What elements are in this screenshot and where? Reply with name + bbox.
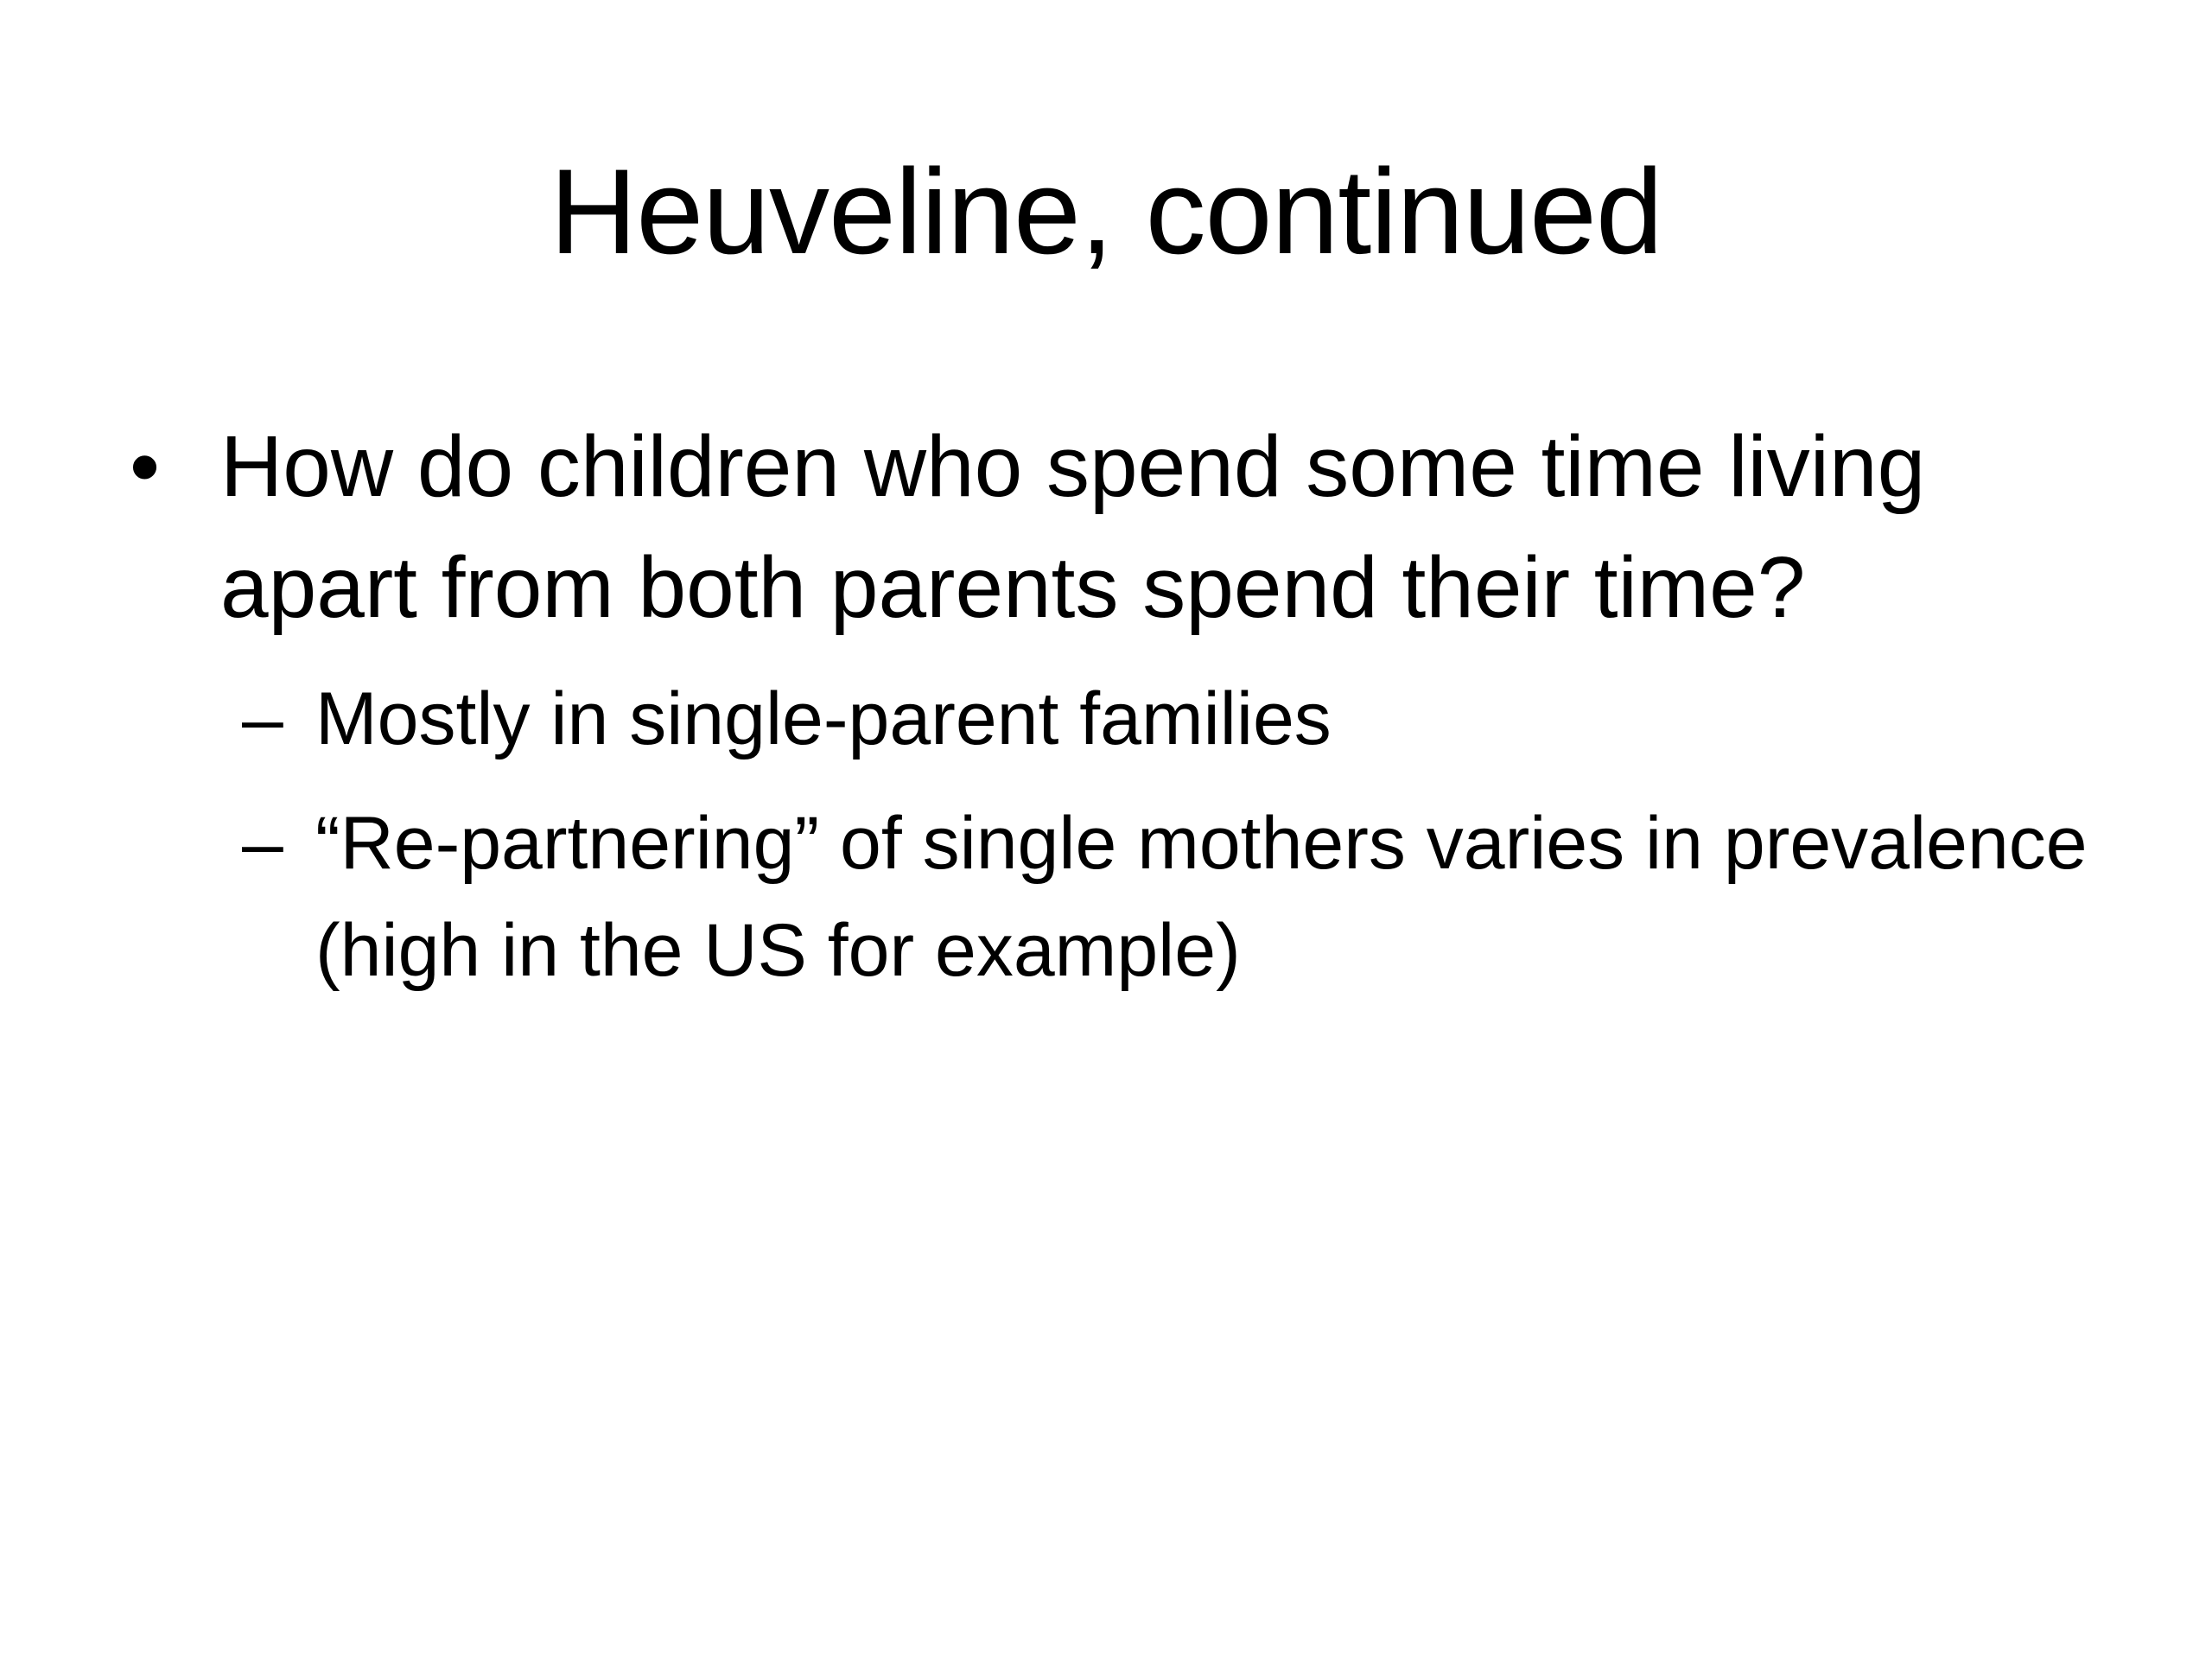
bullet-marker: • — [130, 418, 161, 515]
slide-title: Heuveline, continued — [550, 143, 1662, 279]
sub-bullet-item — [130, 790, 2117, 1004]
bullet-text: How do children who spend some time living apart from both parents spend their time? — [220, 418, 1926, 636]
sub-bullet-text: “Re-partnering” of single mothers varies in prevalence (high in the US for example) — [315, 802, 2088, 992]
slide-body — [130, 406, 2117, 1021]
sub-bullet-marker: – — [242, 802, 283, 885]
sub-bullet-marker: – — [242, 677, 283, 760]
sub-bullet-list — [130, 665, 2117, 1004]
bullet-item — [130, 406, 2117, 648]
sub-bullet-item — [130, 665, 2117, 772]
sub-bullet-text: Mostly in single-parent families — [315, 677, 1332, 760]
